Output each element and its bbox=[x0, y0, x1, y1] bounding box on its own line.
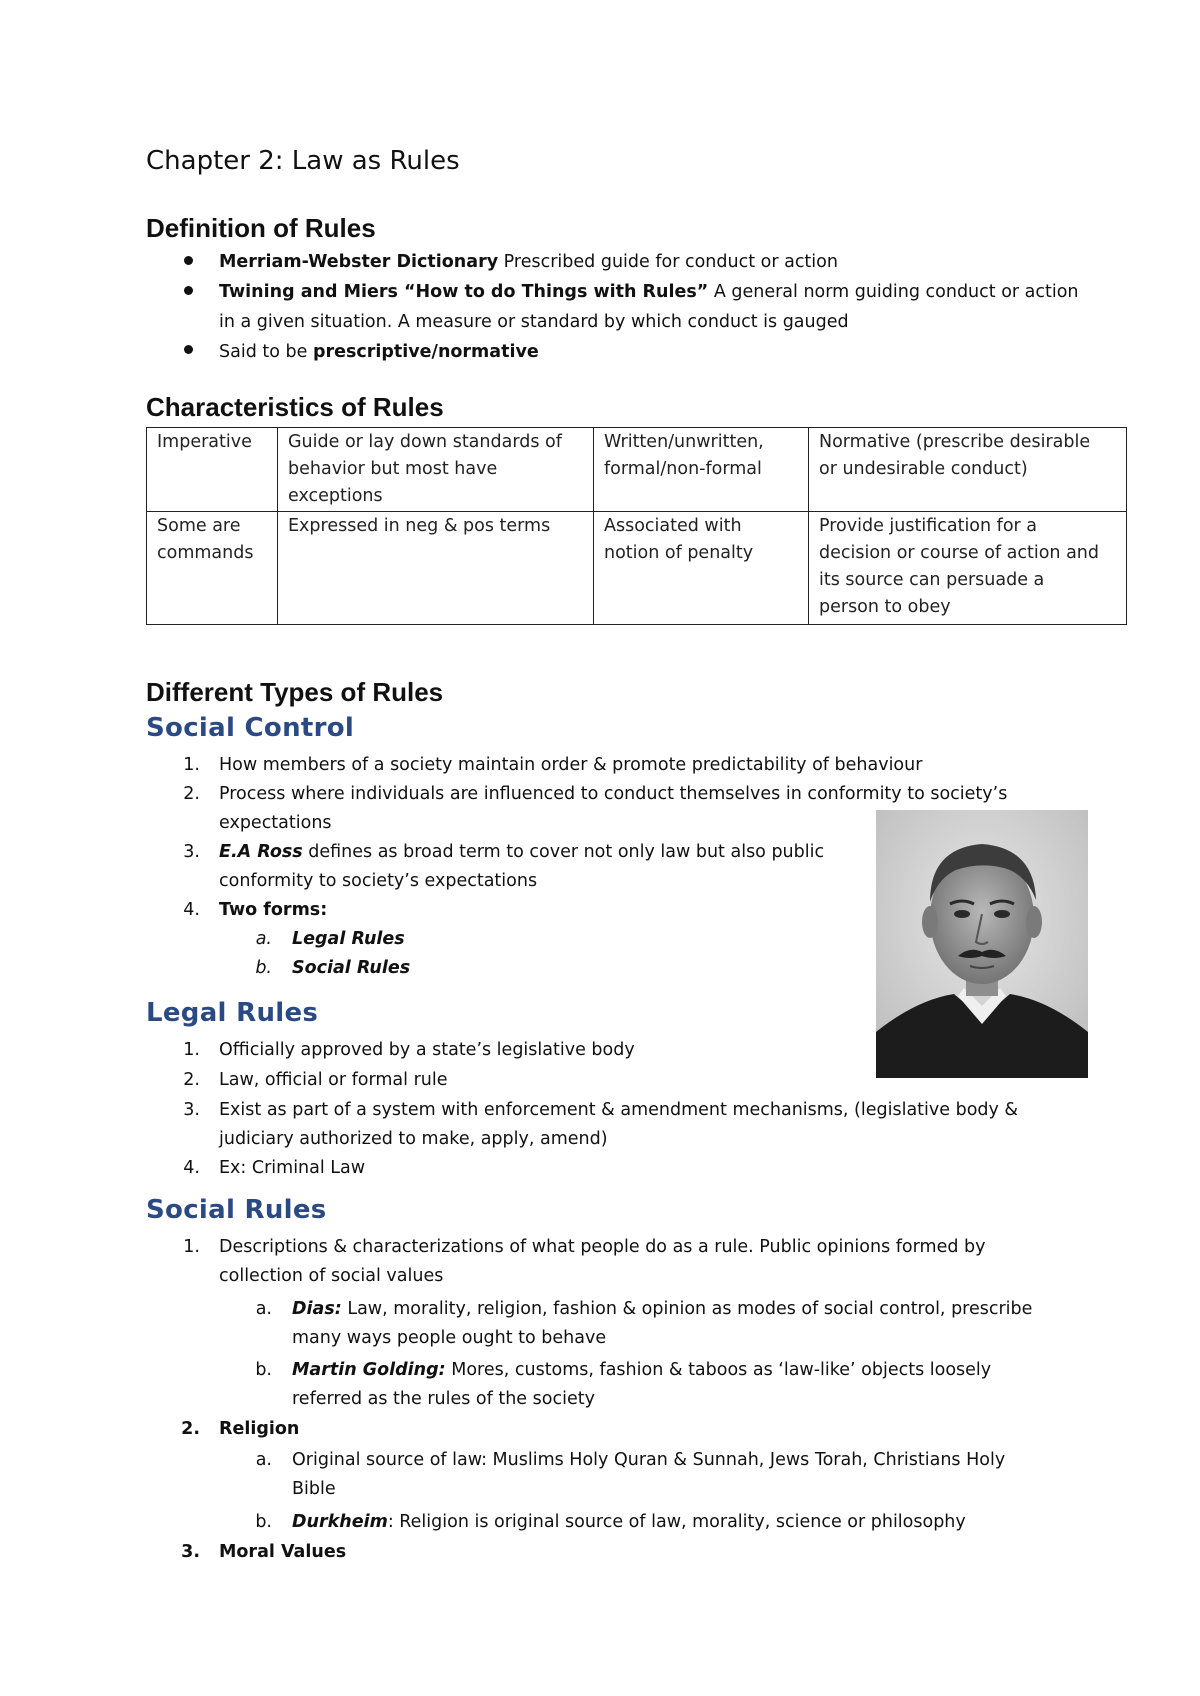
list-item-sub-cont: many ways people ought to behave bbox=[292, 1328, 607, 1348]
table-cell: Imperative bbox=[147, 428, 278, 512]
bullet-icon bbox=[184, 256, 193, 265]
list-item-cont: conformity to society’s expectations bbox=[219, 871, 538, 891]
list-item-cont: expectations bbox=[219, 813, 332, 833]
list-letter: b. bbox=[255, 1512, 272, 1532]
list-item-cont: collection of social values bbox=[219, 1266, 444, 1286]
chapter-title: Chapter 2: Law as Rules bbox=[146, 146, 460, 176]
list-item-sub: Social Rules bbox=[292, 958, 411, 978]
list-letter: a. bbox=[255, 1450, 272, 1470]
table-cell: Guide or lay down standards of behavior but most have exceptions bbox=[278, 428, 594, 512]
definition-item-3: Said to be prescriptive/normative bbox=[219, 342, 539, 362]
list-item-cont: judiciary authorized to make, apply, amend) bbox=[219, 1129, 608, 1149]
list-item: E.A Ross defines as broad term to cover not only law but also public bbox=[219, 842, 825, 862]
table-cell: Some are commands bbox=[147, 512, 278, 625]
list-letter: b. bbox=[255, 958, 272, 978]
list-item: Two forms: bbox=[219, 900, 328, 920]
list-item-sub-cont: Bible bbox=[292, 1479, 336, 1499]
list-item: Process where individuals are influenced to conduct themselves in conformity to society’s bbox=[219, 784, 1008, 804]
table-cell: Normative (prescribe desirable or undesirable conduct) bbox=[809, 428, 1127, 512]
portrait-photo bbox=[876, 810, 1088, 1078]
social-rules-heading: Social Rules bbox=[146, 1195, 327, 1225]
definition-item-2: Twining and Miers “How to do Things with Rules” A general norm guiding conduct or action bbox=[219, 282, 1079, 302]
list-item: How members of a society maintain order & promote predictability of behaviour bbox=[219, 755, 923, 775]
characteristics-table bbox=[146, 427, 1127, 625]
list-item: Religion bbox=[219, 1419, 300, 1439]
definition-heading: Definition of Rules bbox=[146, 213, 376, 243]
bullet-icon bbox=[184, 286, 193, 295]
list-item-sub: Durkheim: Religion is original source of law, morality, science or philosophy bbox=[292, 1512, 966, 1532]
list-item: Law, official or formal rule bbox=[219, 1070, 448, 1090]
portrait-image bbox=[876, 810, 1088, 1078]
table-cell: Expressed in neg & pos terms bbox=[278, 512, 594, 625]
bullet-icon bbox=[184, 345, 193, 354]
table-row bbox=[147, 512, 1127, 625]
list-number: 2. bbox=[181, 1419, 200, 1439]
list-letter: a. bbox=[255, 1299, 272, 1319]
list-number: 3. bbox=[181, 1542, 200, 1562]
characteristics-heading: Characteristics of Rules bbox=[146, 392, 444, 422]
list-item-sub-cont: referred as the rules of the society bbox=[292, 1389, 595, 1409]
list-number: 1. bbox=[183, 755, 200, 775]
list-number: 4. bbox=[183, 1158, 200, 1178]
list-item-sub: Original source of law: Muslims Holy Quran & Sunnah, Jews Torah, Christians Holy bbox=[292, 1450, 1006, 1470]
list-letter: a. bbox=[255, 929, 272, 949]
social-control-heading: Social Control bbox=[146, 713, 355, 743]
list-item: Ex: Criminal Law bbox=[219, 1158, 366, 1178]
definition-item-2-cont: in a given situation. A measure or standard by which conduct is gauged bbox=[219, 312, 849, 332]
list-number: 1. bbox=[183, 1040, 200, 1060]
list-item-sub: Dias: Law, morality, religion, fashion & opinion as modes of social control, prescribe bbox=[292, 1299, 1033, 1319]
list-item: Exist as part of a system with enforcement & amendment mechanisms, (legislative body & bbox=[219, 1100, 1019, 1120]
table-row bbox=[147, 428, 1127, 512]
list-letter: b. bbox=[255, 1360, 272, 1380]
list-number: 4. bbox=[183, 900, 200, 920]
list-number: 3. bbox=[183, 1100, 200, 1120]
definition-item-1: Merriam-Webster Dictionary Prescribed guide for conduct or action bbox=[219, 252, 838, 272]
table-cell: Provide justification for a decision or course of action and its source can persuade a person to obey bbox=[809, 512, 1127, 625]
table-cell: Associated with notion of penalty bbox=[594, 512, 809, 625]
list-item-sub: Martin Golding: Mores, customs, fashion & taboos as ‘law-like’ objects loosely bbox=[292, 1360, 992, 1380]
legal-rules-heading: Legal Rules bbox=[146, 998, 319, 1028]
table-cell: Written/unwritten, formal/non-formal bbox=[594, 428, 809, 512]
list-number: 1. bbox=[183, 1237, 200, 1257]
list-item-sub: Legal Rules bbox=[292, 929, 405, 949]
list-item: Descriptions & characterizations of what people do as a rule. Public opinions formed by bbox=[219, 1237, 986, 1257]
list-item: Officially approved by a state’s legislative body bbox=[219, 1040, 635, 1060]
list-number: 2. bbox=[183, 784, 200, 804]
list-number: 3. bbox=[183, 842, 200, 862]
list-item: Moral Values bbox=[219, 1542, 347, 1562]
list-number: 2. bbox=[183, 1070, 200, 1090]
types-heading: Different Types of Rules bbox=[146, 677, 444, 707]
